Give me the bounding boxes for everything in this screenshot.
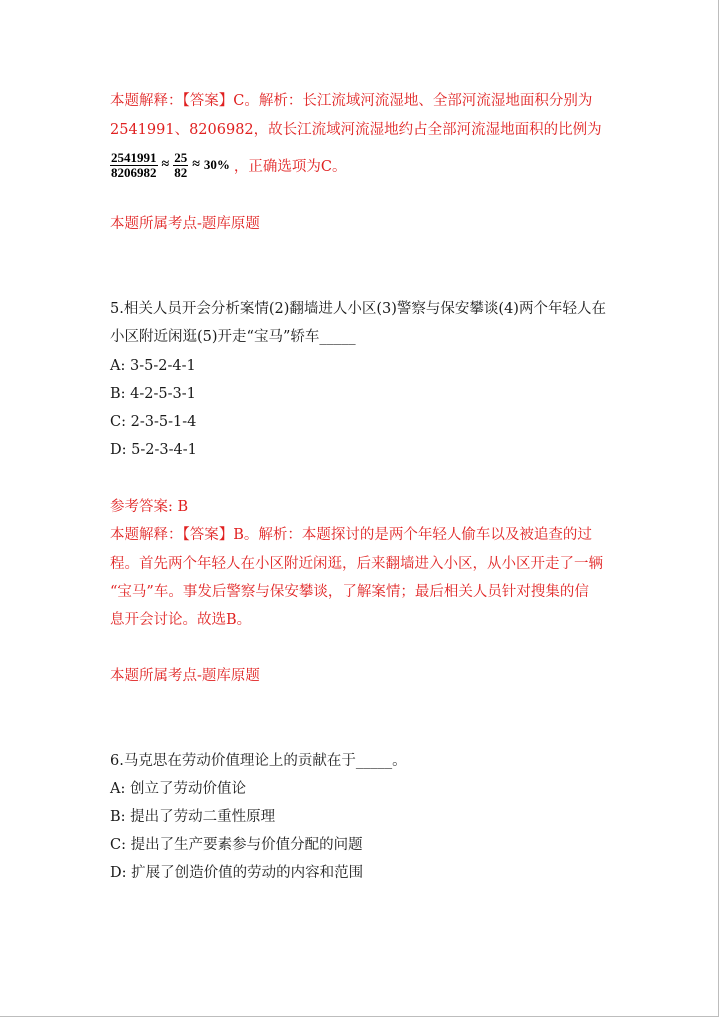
q5-category: 本题所属考点-题库原题 xyxy=(110,668,260,684)
approx-sign-2: ≈ xyxy=(192,157,200,172)
q5-explanation-line-1: 本题解释：【答案】B。解析：本题探讨的是两个年轻人偷车以及被追查的过 xyxy=(110,527,592,543)
fraction-1: $\frac{2541991}{8206982}$ xyxy=(111,149,157,180)
q5-explanation-line-2: 程。首先两个年轻人在小区附近闲逛，后来翻墙进入小区，从小区开走了一辆 xyxy=(110,556,603,572)
q4-formula-row xyxy=(110,149,346,181)
fraction-2: $\frac{25}{82}$ xyxy=(174,149,188,180)
q5-question-line-2: 小区附近闲逛(5)开走“宝马”轿车_____ xyxy=(110,329,356,345)
q6-option-b: B: 提出了劳动二重性原理 xyxy=(110,809,276,825)
approx-sign-1: ≈ xyxy=(161,157,170,172)
q5-option-c: C: 2-3-5-1-4 xyxy=(110,414,197,430)
q6-option-d: D: 扩展了创造价值的劳动的内容和范围 xyxy=(110,865,364,881)
percent-value: 30% xyxy=(203,157,230,172)
ratio-formula xyxy=(110,151,230,180)
q4-explanation-line-1: 本题解释：【答案】C。解析：长江流域河流湿地、全部河流湿地面积分别为 xyxy=(110,93,593,109)
q4-conclusion: ，正确选项为C。 xyxy=(233,158,347,175)
q5-explanation-line-3: “宝马”车。事发后警察与保安攀谈，了解案情；最后相关人员针对搜集的信 xyxy=(110,584,589,600)
q5-explanation-line-4: 息开会讨论。故选B。 xyxy=(110,612,252,628)
q5-question-line-1: 5.相关人员开会分析案情(2)翻墙进人小区(3)警察与保安攀谈(4)两个年轻人在 xyxy=(110,301,606,317)
q6-question: 6.马克思在劳动价值理论上的贡献在于_____。 xyxy=(110,753,407,769)
q6-option-c: C: 提出了生产要素参与价值分配的问题 xyxy=(110,837,363,853)
q4-category: 本题所属考点-题库原题 xyxy=(110,216,260,232)
q5-option-a: A: 3-5-2-4-1 xyxy=(110,358,196,374)
q5-option-b: B: 4-2-5-3-1 xyxy=(110,386,196,402)
q6-option-a: A: 创立了劳动价值论 xyxy=(110,781,246,797)
q5-answer: 参考答案: B xyxy=(110,499,189,515)
q4-explanation-line-2: 2541991、8206982，故长江流域河流湿地约占全部河流湿地面积的比例为 xyxy=(110,122,602,138)
q5-option-d: D: 5-2-3-4-1 xyxy=(110,442,197,458)
